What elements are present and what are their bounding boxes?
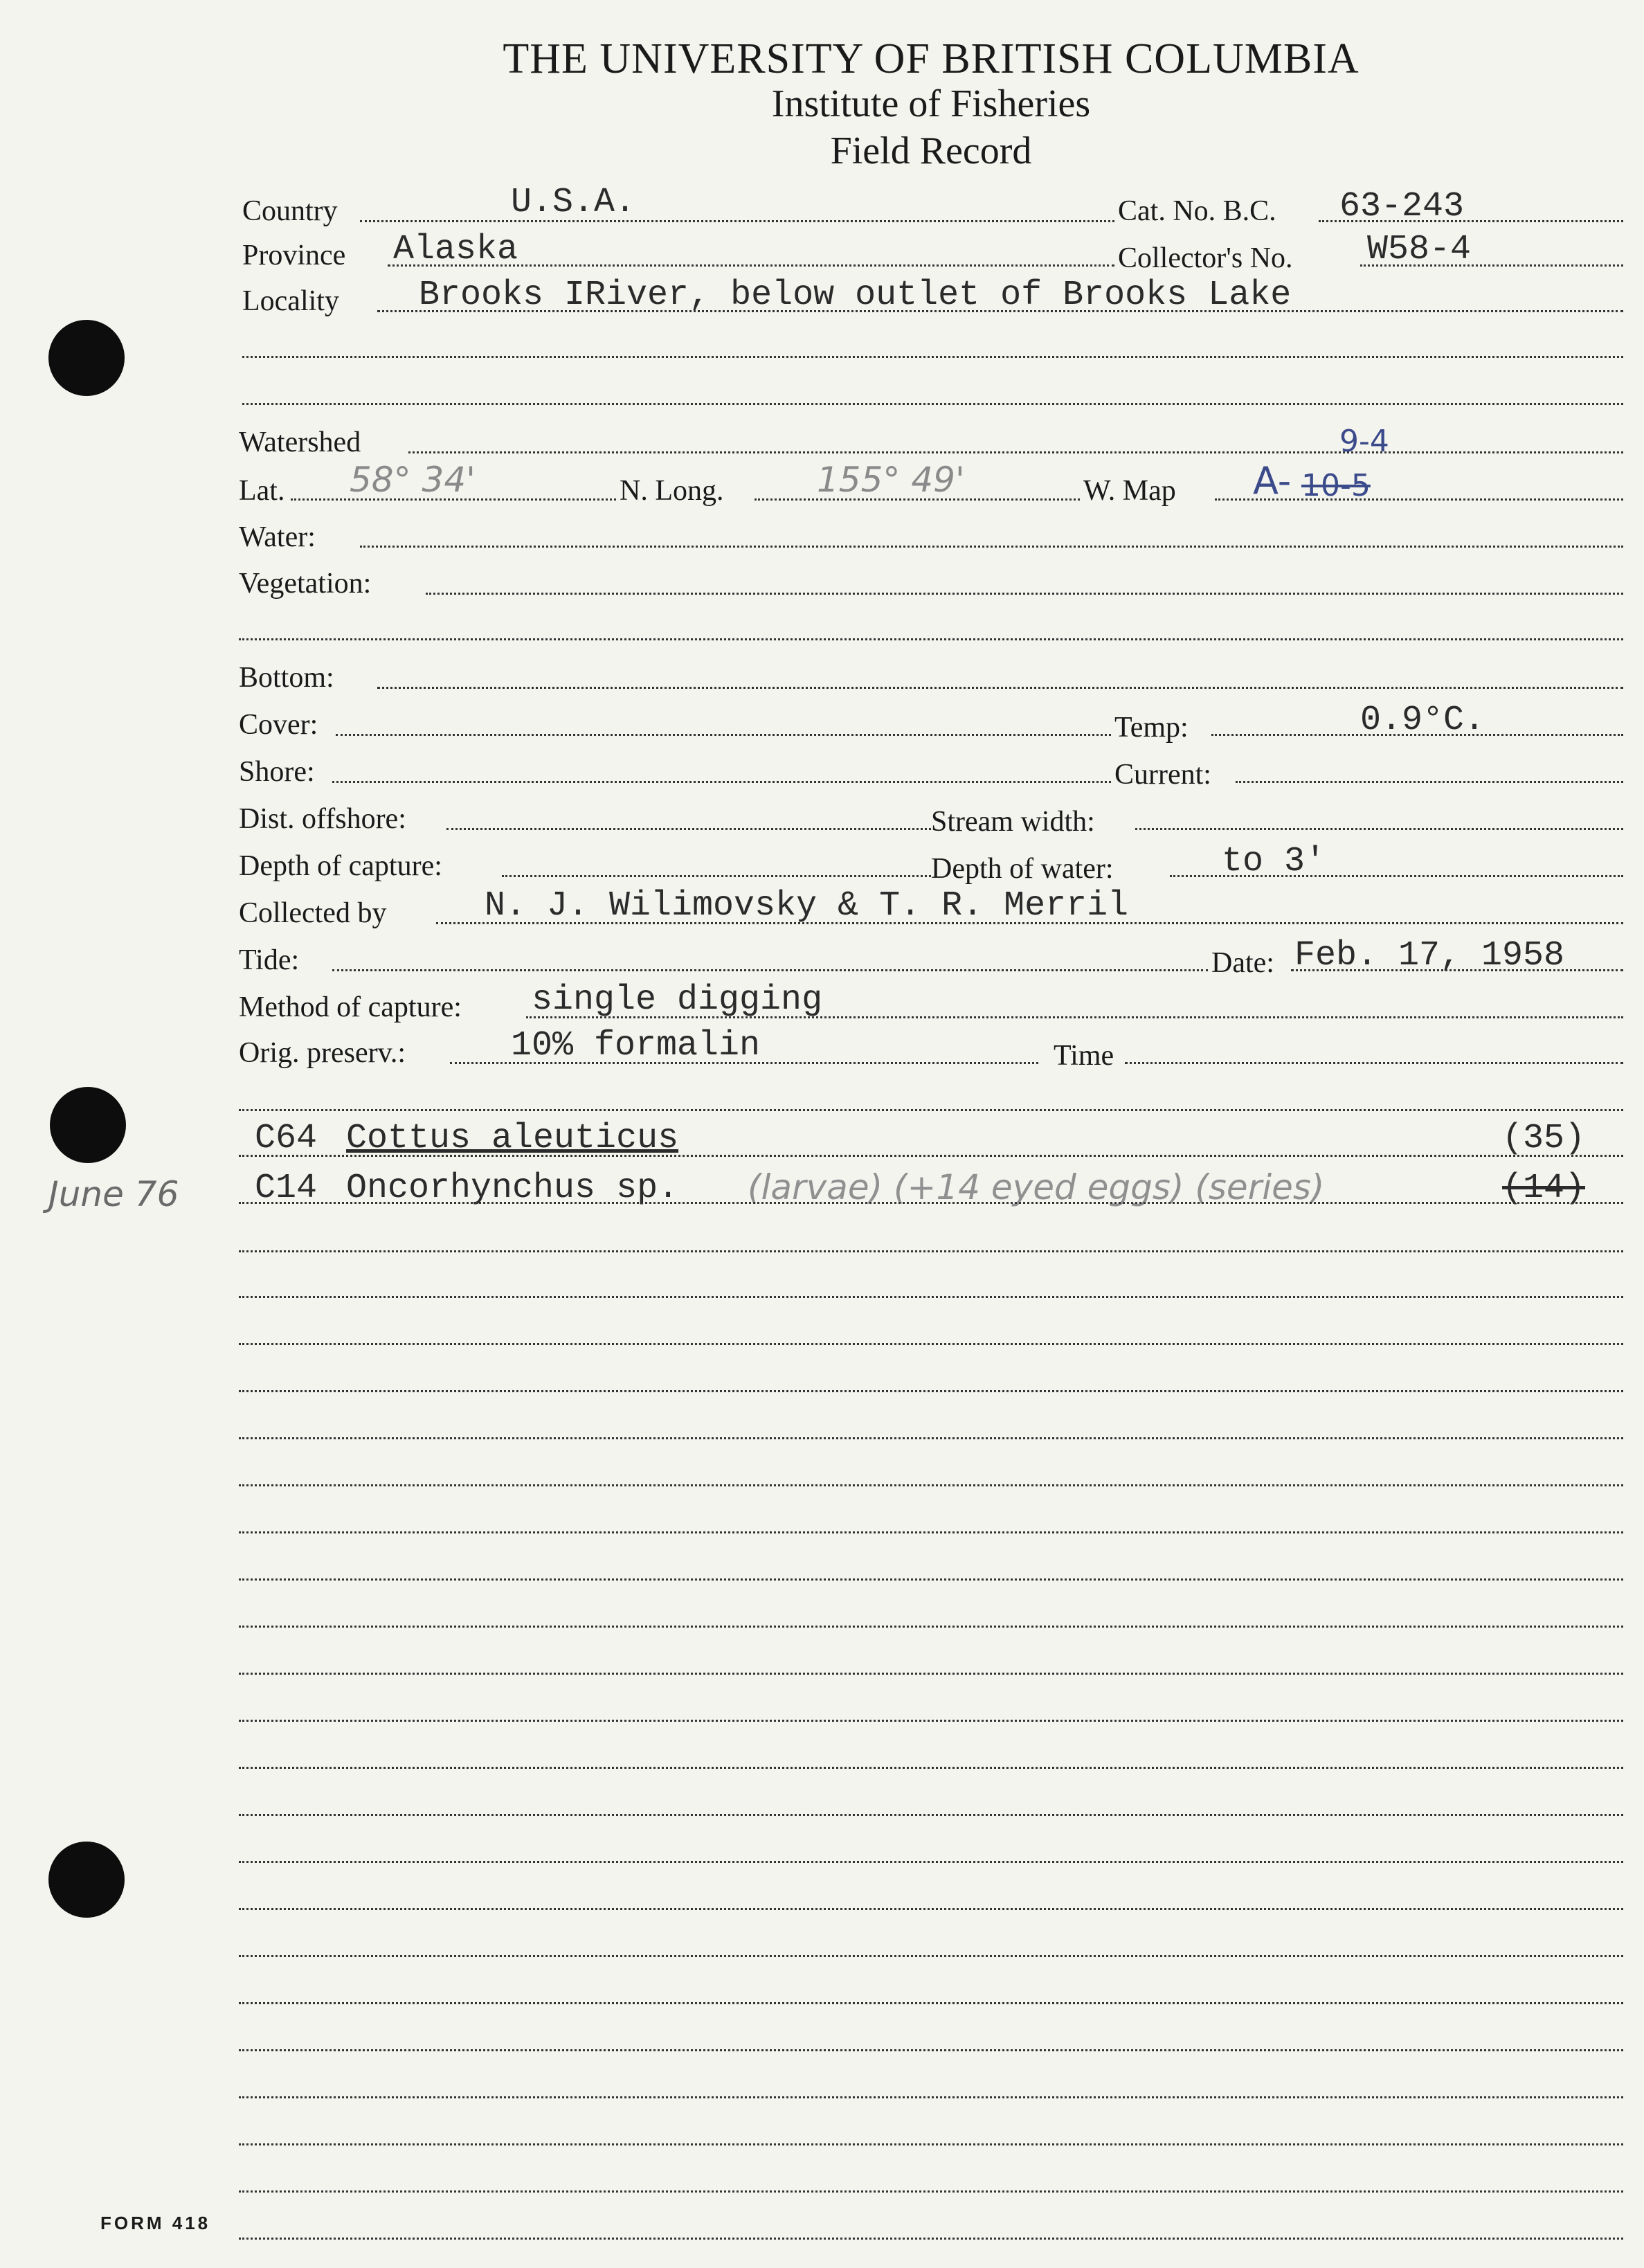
- locality-line-3: [242, 403, 1623, 405]
- map-label: W. Map: [1083, 475, 1176, 507]
- margin-note: June 76: [48, 1174, 179, 1214]
- cat-no-label: Cat. No. B.C.: [1118, 195, 1276, 227]
- cover-line: [336, 734, 1111, 736]
- specimen-name: Cottus aleuticus: [346, 1119, 679, 1158]
- map-new-value: 9-4: [1339, 424, 1389, 459]
- depth-capture-label: Depth of capture:: [239, 850, 442, 882]
- specimen-name: Oncorhynchus sp.: [346, 1169, 679, 1208]
- ruled-line: [239, 2238, 1623, 2240]
- stream-width-line: [1135, 828, 1623, 830]
- specimen-notes: (larvae) (+14 eyed eggs) (series): [748, 1167, 1325, 1207]
- specimen-count: (14): [1502, 1169, 1586, 1208]
- water-line: [360, 546, 1623, 548]
- locality-line-2: [242, 356, 1623, 358]
- depth-water-value: to 3': [1222, 842, 1326, 881]
- dist-offshore-label: Dist. offshore:: [239, 803, 406, 835]
- long-value: 155° 49': [817, 460, 965, 500]
- ruled-line: [239, 1908, 1623, 1910]
- tide-label: Tide:: [239, 944, 300, 976]
- specimen-count: (35): [1502, 1119, 1586, 1158]
- current-label: Current:: [1114, 759, 1211, 791]
- collectors-no-label: Collector's No.: [1118, 242, 1293, 274]
- ruled-line: [239, 1531, 1623, 1533]
- orig-preserv-value: 10% formalin: [511, 1026, 761, 1065]
- water-label: Water:: [239, 521, 316, 553]
- locality-label: Locality: [242, 285, 339, 317]
- ruled-line: [239, 1673, 1623, 1675]
- ruled-line: [239, 2143, 1623, 2145]
- shore-label: Shore:: [239, 756, 315, 788]
- ruled-line: [239, 1578, 1623, 1581]
- method-value: single digging: [532, 980, 823, 1020]
- specimen-code: C14: [255, 1169, 318, 1208]
- ruled-line: [239, 1861, 1623, 1863]
- ruled-line: [239, 2096, 1623, 2098]
- country-value: U.S.A.: [511, 183, 636, 222]
- ruled-line: [239, 2049, 1623, 2051]
- specimen-line: [239, 1155, 1623, 1157]
- ruled-line: [239, 1296, 1623, 1298]
- method-label: Method of capture:: [239, 991, 462, 1023]
- ruled-line: [239, 1484, 1623, 1486]
- dist-offshore-line: [446, 828, 931, 830]
- ruled-line: [239, 1767, 1623, 1769]
- orig-preserv-label: Orig. preserv.:: [239, 1037, 406, 1069]
- collected-by-label: Collected by: [239, 897, 387, 929]
- cover-label: Cover:: [239, 709, 318, 741]
- province-label: Province: [242, 240, 346, 271]
- time-label: Time: [1054, 1040, 1114, 1072]
- watershed-line: [408, 451, 1623, 453]
- ruled-line: [239, 1626, 1623, 1628]
- ruled-line: [239, 1343, 1623, 1345]
- collected-by-value: N. J. Wilimovsky & T. R. Merril: [485, 886, 1129, 926]
- bottom-line: [377, 687, 1623, 689]
- stream-width-label: Stream width:: [931, 806, 1095, 838]
- date-value: Feb. 17, 1958: [1294, 936, 1565, 975]
- ruled-line: [239, 1955, 1623, 1957]
- ruled-line: [239, 1390, 1623, 1392]
- temp-value: 0.9°C.: [1360, 701, 1485, 740]
- cat-no-value: 63-243: [1339, 187, 1465, 226]
- watershed-label: Watershed: [239, 426, 361, 458]
- locality-value: Brooks IRiver, below outlet of Brooks Lake: [419, 276, 1292, 315]
- ruled-line: [239, 2190, 1623, 2193]
- punch-hole: [48, 1842, 125, 1918]
- map-old-value: 10-5: [1301, 468, 1371, 503]
- institute-name: Institute of Fisheries: [771, 82, 1091, 125]
- ruled-line: [239, 1720, 1623, 1722]
- lat-value: 58° 34': [350, 460, 476, 500]
- country-line: [360, 220, 1114, 222]
- punch-hole: [50, 1087, 126, 1163]
- lat-label: Lat.: [239, 475, 285, 507]
- collectors-no-value: W58-4: [1367, 230, 1472, 269]
- ruled-line: [239, 1250, 1623, 1252]
- vegetation-line-2: [239, 638, 1623, 640]
- university-name: THE UNIVERSITY OF BRITISH COLUMBIA: [503, 35, 1360, 82]
- province-value: Alaska: [393, 230, 518, 269]
- temp-label: Temp:: [1114, 712, 1189, 744]
- punch-hole: [48, 320, 125, 396]
- date-label: Date:: [1211, 947, 1274, 979]
- blank-line: [239, 1109, 1623, 1111]
- ruled-line: [239, 1437, 1623, 1439]
- ruled-line: [239, 2002, 1623, 2004]
- shore-line: [332, 781, 1111, 783]
- vegetation-line: [426, 593, 1623, 595]
- bottom-label: Bottom:: [239, 662, 334, 694]
- specimen-line: [239, 1202, 1623, 1204]
- current-line: [1236, 781, 1623, 783]
- tide-line: [332, 969, 1208, 971]
- depth-capture-line: [502, 875, 931, 877]
- long-label: N. Long.: [620, 475, 724, 507]
- ruled-line: [239, 1814, 1623, 1816]
- map-prefix: A-: [1253, 459, 1292, 503]
- time-line: [1125, 1062, 1623, 1064]
- record-title: Field Record: [830, 129, 1032, 172]
- form-number: FORM 418: [100, 2213, 211, 2233]
- specimen-code: C64: [255, 1119, 318, 1158]
- country-label: Country: [242, 195, 338, 227]
- depth-water-label: Depth of water:: [931, 853, 1114, 885]
- vegetation-label: Vegetation:: [239, 568, 372, 600]
